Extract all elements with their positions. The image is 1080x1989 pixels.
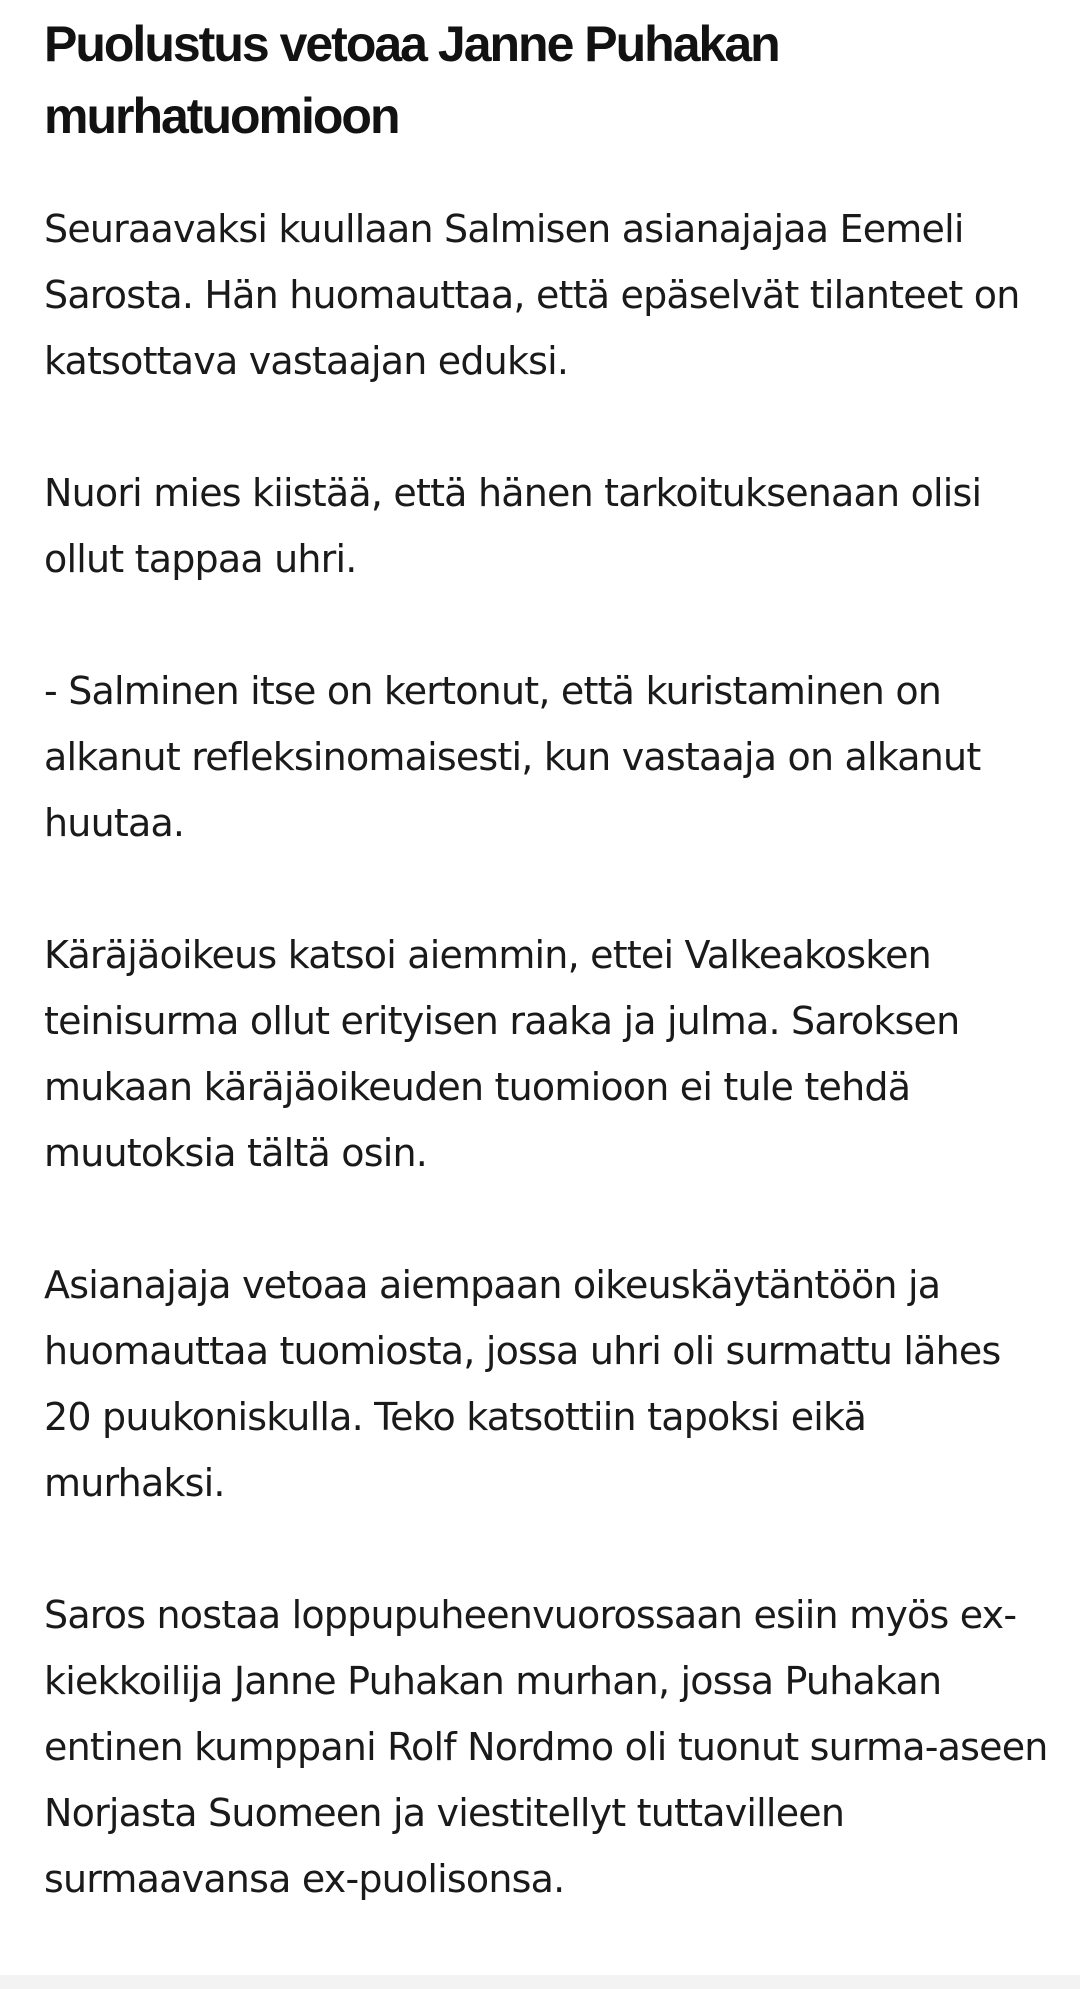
- paragraph: Käräjäoikeus katsoi aiemmin, ettei Valkeakosken teinisurma ollut erityisen raaka ja julma. Saroksen mukaan käräjäoikeuden tuomioon ei tule tehdä muutoksia tältä osin.: [44, 933, 960, 1175]
- paragraph: Nuori mies kiistää, että hänen tarkoituksenaan olisi ollut tappaa uhri.: [44, 471, 982, 581]
- paragraph: Saros nostaa loppupuheenvuorossaan esiin myös ex-kiekkoilija Janne Puhakan murhan, jossa Puhakan entinen kumppani Rolf Nordmo oli tuonut surma-aseen Norjasta Suomeen ja viestitellyt tuttavilleen surmaavansa ex-puolisonsa.: [44, 1593, 1048, 1901]
- paragraph: Seuraavaksi kuullaan Salmisen asianajajaa Eemeli Sarosta. Hän huomauttaa, että epäselvät tilanteet on katsottava vastaajan eduksi.: [44, 207, 1020, 383]
- bottom-divider: [0, 1975, 1080, 1989]
- headline-line-1: Puolustus vetoaa Janne Puhakan: [44, 16, 779, 72]
- paragraph: - Salminen itse on kertonut, että kuristaminen on alkanut refleksinomaisesti, kun vastaaja on alkanut huutaa.: [44, 669, 981, 845]
- article: [44, 0, 1054, 1912]
- article-headline: [44, 0, 1054, 152]
- article-body: [44, 196, 1054, 1912]
- paragraph: Asianajaja vetoaa aiempaan oikeuskäytäntöön ja huomauttaa tuomiosta, jossa uhri oli surmattu lähes 20 puukoniskulla. Teko katsottiin tapoksi eikä murhaksi.: [44, 1263, 1001, 1505]
- headline-line-2: murhatuomioon: [44, 88, 399, 144]
